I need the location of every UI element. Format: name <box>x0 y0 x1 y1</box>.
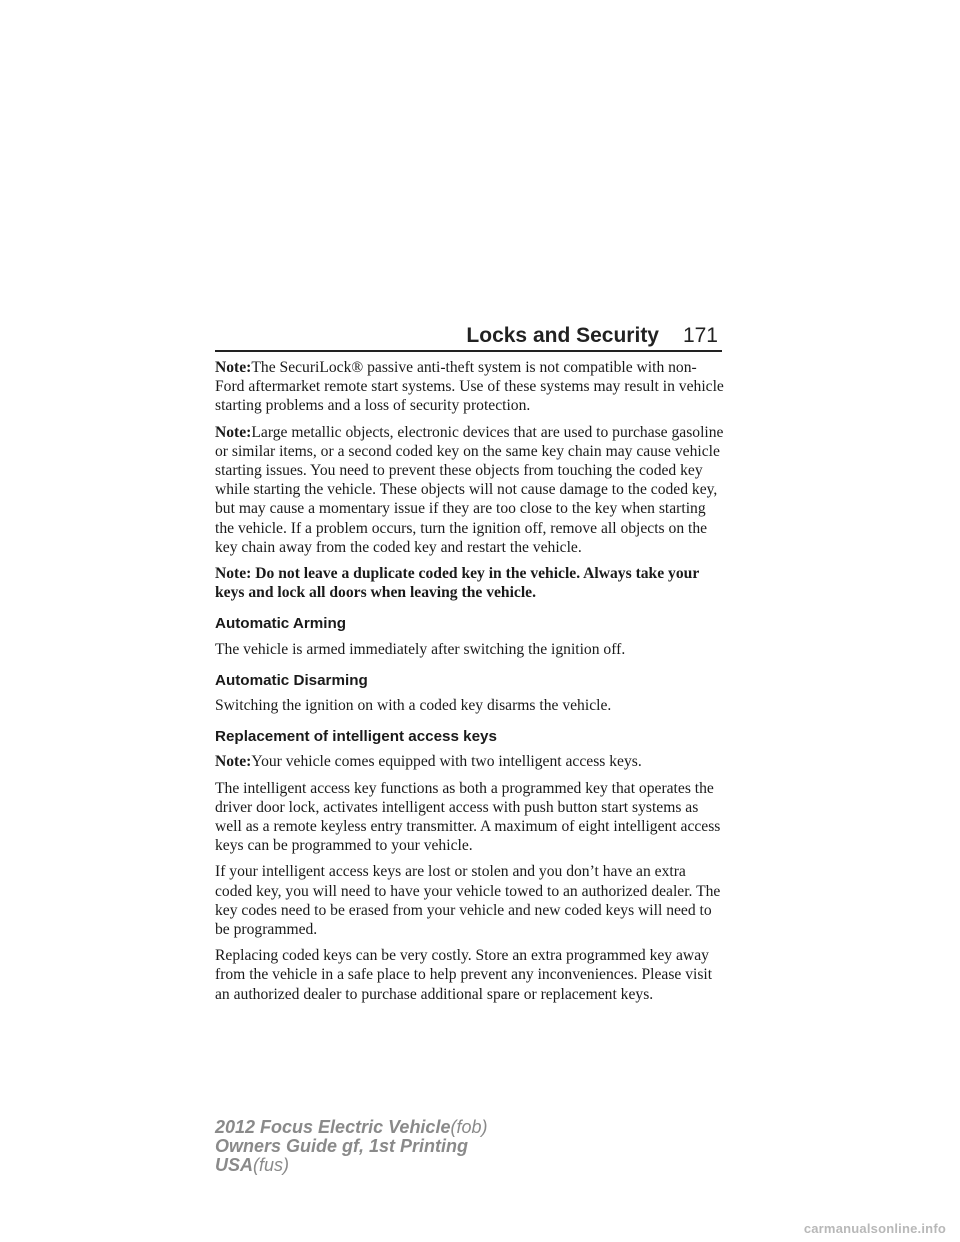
footer-line-1 <box>215 1118 487 1137</box>
note-label: Note: <box>215 423 252 441</box>
paragraph-replacing-keys: Replacing coded keys can be very costly. Store an extra programmed key away from the vehicle in a safe place to help prevent any inconveniences. Please visit an authorized dealer to purchase additional spare or replacement keys. <box>215 947 713 1003</box>
arming-text: The vehicle is armed immediately after switching the ignition off. <box>215 640 626 658</box>
note-label: Note: <box>215 753 252 771</box>
heading-automatic-arming: Automatic Arming <box>215 615 347 633</box>
note-text: Large metallic objects, electronic devices that are used to purchase gasoline or similar items, or a second coded key on the same key chain may cause vehicle starting issues. You need to prevent these objects from touching the coded key while starting the vehicle. These objects will not cause damage to the coded key, but may cause a momentary issue if they are too close to the key when starting the vehicle. If a problem occurs, turn the ignition off, remove all objects on the key chain away from the coded key and restart the vehicle. <box>215 423 724 556</box>
footer-model-code: (fob) <box>450 1117 488 1137</box>
footer-model: 2012 Focus Electric Vehicle <box>215 1117 451 1137</box>
footer-line-2: Owners Guide gf, 1st Printing <box>215 1136 469 1156</box>
note-metallic-objects <box>215 423 725 557</box>
site-watermark: carmanualsonline.info <box>803 1221 946 1236</box>
page-number: 171 <box>682 324 718 347</box>
note-duplicate-key: Note: Do not leave a duplicate coded key in the vehicle. Always take your keys and lock all doors when leaving the vehicle. <box>215 565 699 602</box>
header-rule <box>215 350 722 352</box>
page-content <box>215 358 725 1011</box>
disarming-text: Switching the ignition on with a coded key disarms the vehicle. <box>215 697 612 715</box>
paragraph-key-functions: The intelligent access key functions as both a programmed key that operates the driver door lock, activates intelligent access with push button start systems as well as a remote keyless entry transmitter. A maximum of eight intelligent access keys can be programmed to your vehicle. <box>215 779 721 855</box>
footer-line-3 <box>215 1156 487 1175</box>
heading-replacement-keys: Replacement of intelligent access keys <box>215 728 497 746</box>
section-title: Locks and Security <box>466 324 659 347</box>
note-antitheft <box>215 358 725 416</box>
paragraph-lost-keys: If your intelligent access keys are lost or stolen and you don’t have an extra coded key, you will need to have your vehicle towed to an authorized dealer. The key codes need to be erased from your vehicle and new coded keys will need to be programmed. <box>215 863 721 939</box>
note-text: Your vehicle comes equipped with two intelligent access keys. <box>251 753 642 771</box>
page-footer <box>215 1118 487 1175</box>
note-two-keys <box>215 752 725 771</box>
footer-market: USA <box>215 1155 254 1175</box>
note-label: Note: <box>215 359 252 376</box>
footer-market-code: (fus) <box>253 1155 290 1175</box>
page-header <box>215 318 722 352</box>
heading-automatic-disarming: Automatic Disarming <box>215 671 368 689</box>
note-text: The SecuriLock® passive anti-theft system is not compatible with non-Ford aftermarket remote start systems. Use of these systems may result in vehicle starting problems and a loss of security protection. <box>215 359 724 415</box>
